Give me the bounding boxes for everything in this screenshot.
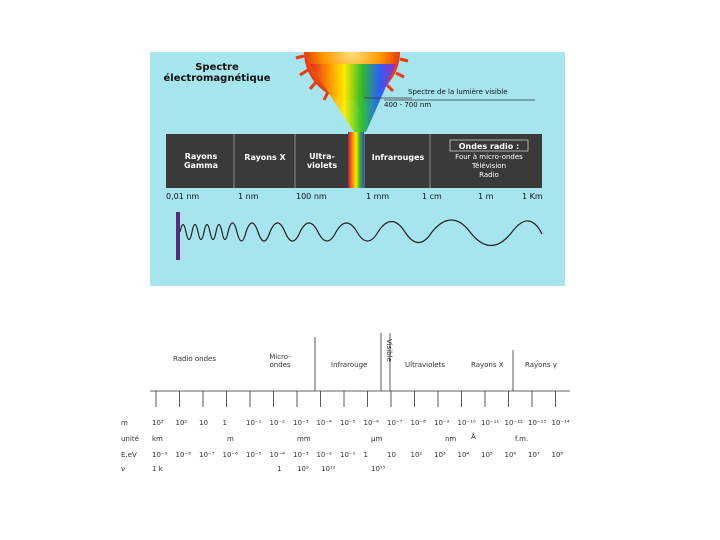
ev-value: 10² xyxy=(410,451,423,459)
ev-value: 10⁻⁴ xyxy=(269,451,285,459)
visible-title: Spectre de la lumière visible xyxy=(408,88,508,96)
m-value: 1 xyxy=(222,419,227,427)
panel-title xyxy=(162,62,272,84)
ev-value: 10⁵ xyxy=(481,451,493,459)
m-value: 10⁻⁹ xyxy=(434,419,450,427)
band-radio-1: Four à micro-ondes xyxy=(455,153,523,161)
scale-lines xyxy=(115,325,585,495)
ev-value: 10³ xyxy=(434,451,446,459)
m-value: 10⁻³ xyxy=(293,419,309,427)
ev-value: 10⁻⁵ xyxy=(246,451,262,459)
ev-value: 10⁻⁸ xyxy=(175,451,191,459)
row-ev-label: E.eV xyxy=(121,451,137,459)
scale-label: 0,01 nm xyxy=(166,192,200,201)
m-value: 10 xyxy=(199,419,208,427)
wave-marker xyxy=(176,212,180,260)
band-xray: Rayons X xyxy=(244,153,286,162)
m-value: 10⁻¹⁴ xyxy=(551,419,570,427)
m-value: 10⁻⁴ xyxy=(316,419,332,427)
m-value: 10⁻¹² xyxy=(504,419,523,427)
v-value: 1 k xyxy=(152,465,163,473)
m-value: 10⁻¹ xyxy=(246,419,262,427)
m-value: 10⁻¹³ xyxy=(528,419,547,427)
band-uv: Ultra-violets xyxy=(306,152,338,170)
scale-label: 100 nm xyxy=(296,192,327,201)
region-gamma: Rayons γ xyxy=(525,361,557,369)
m-value: 10² xyxy=(175,419,188,427)
unit-value: Å xyxy=(471,433,476,441)
m-value: 10⁻⁸ xyxy=(410,419,426,427)
wavelength-scale xyxy=(115,325,585,495)
scale-label: 1 m xyxy=(478,192,494,201)
ev-value: 10⁻⁶ xyxy=(222,451,238,459)
ev-value: 10⁻¹ xyxy=(340,451,356,459)
v-value: 1 xyxy=(277,465,282,473)
region-xray: Rayons X xyxy=(471,361,504,369)
row-m-label: m xyxy=(121,419,128,427)
ev-value: 10⁶ xyxy=(504,451,517,459)
v-value: 10⁹ xyxy=(297,465,309,473)
unit-value: mm xyxy=(297,435,311,443)
scale-label: 1 mm xyxy=(366,192,390,201)
region-ir: Infrarouge xyxy=(331,361,368,369)
ev-value: 10⁻⁹ xyxy=(152,451,168,459)
region-uv: Ultraviolets xyxy=(405,361,445,369)
m-value: 10⁻⁶ xyxy=(363,419,379,427)
unit-value: f.m. xyxy=(515,435,529,443)
ev-value: 10 xyxy=(387,451,396,459)
region-micro: Micro-ondes xyxy=(269,353,291,369)
ev-value: 10⁸ xyxy=(551,451,564,459)
ev-value: 10⁷ xyxy=(528,451,540,459)
v-value: 10¹⁵ xyxy=(371,465,386,473)
panel-title-line2: électromagnétique xyxy=(163,73,271,84)
region-radio: Radio ondes xyxy=(173,355,217,363)
band-radio-2: Télévision xyxy=(471,162,507,170)
m-value: 10⁻¹⁰ xyxy=(457,419,476,427)
row-unit-label: unité xyxy=(121,435,139,443)
m-value: 10⁻² xyxy=(269,419,285,427)
m-value: 10³ xyxy=(152,419,164,427)
unit-value: µm xyxy=(371,435,383,443)
scale-label: 1 Km xyxy=(522,192,543,201)
m-value: 10⁻⁵ xyxy=(340,419,356,427)
unit-value: nm xyxy=(445,435,457,443)
band-ir: Infrarouges xyxy=(371,153,425,162)
m-value: 10⁻⁷ xyxy=(387,419,403,427)
visible-range: 400 - 700 nm xyxy=(384,101,432,109)
band-radio-3: Radio xyxy=(479,171,499,179)
row-v-label: ν xyxy=(121,465,125,473)
ev-value: 1 xyxy=(363,451,368,459)
ev-value: 10⁻⁷ xyxy=(199,451,215,459)
scale-label: 1 nm xyxy=(238,192,259,201)
spectrum-panel xyxy=(150,52,565,286)
scale-label: 1 cm xyxy=(422,192,442,201)
wave-curve xyxy=(180,220,542,246)
ev-value: 10⁻² xyxy=(316,451,332,459)
unit-value: m xyxy=(227,435,234,443)
ev-value: 10⁻³ xyxy=(293,451,309,459)
band-gamma: Rayons Gamma xyxy=(183,152,219,170)
v-value: 10¹² xyxy=(321,465,336,473)
panel-title-line1: Spectre xyxy=(195,62,239,73)
ev-value: 10⁴ xyxy=(457,451,470,459)
unit-value: km xyxy=(152,435,163,443)
m-value: 10⁻¹¹ xyxy=(481,419,500,427)
band-radio-title: Ondes radio : xyxy=(458,142,520,151)
region-visible: Visible xyxy=(385,339,393,362)
